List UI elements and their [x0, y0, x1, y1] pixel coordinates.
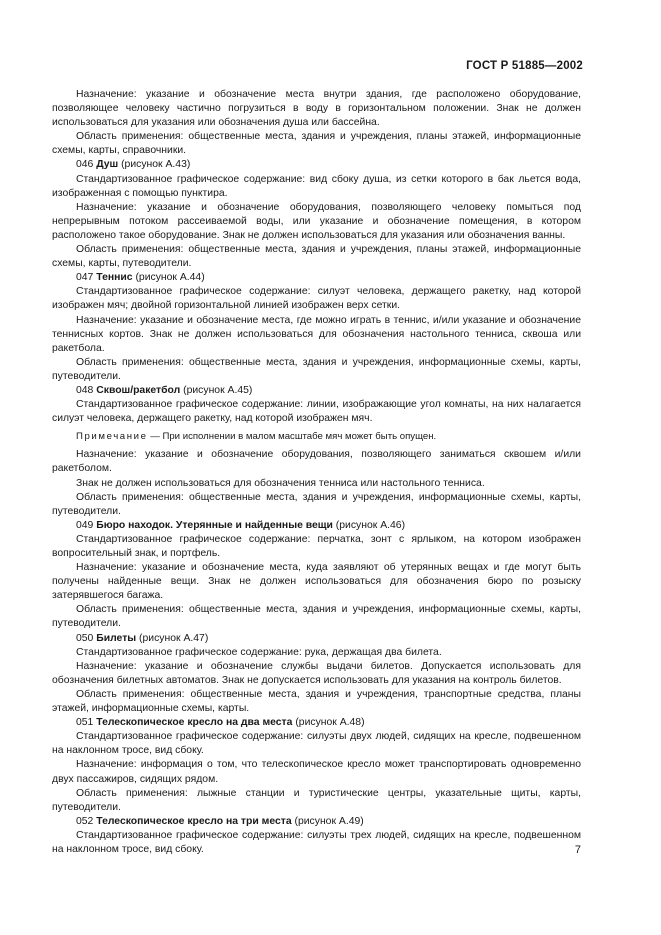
paragraph: Назначение: указание и обозначение службы выдачи билетов. Допускается использовать для обозначения билетных автоматов. Знак не допускается использовать для указания на контроль билетов. — [52, 660, 581, 686]
paragraph: Область применения: лыжные станции и туристические центры, указательные щиты, карты, путеводители. — [52, 787, 581, 813]
section-heading-049 — [52, 519, 581, 533]
standard-header: ГОСТ Р 51885—2002 — [466, 60, 583, 72]
paragraph: Назначение: указание и обозначение оборудования, позволяющего заниматься сквошем и/или ракетболом. — [52, 449, 581, 475]
figure-ref: (рисунок А.47) — [136, 632, 209, 644]
section-heading-048 — [52, 384, 581, 398]
figure-ref: (рисунок А.43) — [118, 159, 191, 171]
paragraph: Область применения: общественные места, здания и учреждения, информационные схемы, карты, путеводители. — [52, 604, 581, 630]
section-title: Телескопическое кресло на два места — [96, 717, 293, 729]
section-heading-052 — [52, 815, 581, 829]
section-heading-050 — [52, 632, 581, 646]
page-number: 7 — [574, 844, 581, 856]
section-heading-047 — [52, 271, 581, 285]
note-label: Примечание — [76, 431, 148, 443]
paragraph: Область применения: общественные места, здания и учреждения, информационные схемы, карты, путеводители. — [52, 356, 581, 382]
paragraph: Стандартизованное графическое содержание: рука, держащая два билета. — [76, 646, 442, 658]
paragraph: Назначение: указание и обозначение места внутри здания, где расположено оборудование, позволяющее человеку частично погрузиться в воду в горизонтальном положении. Знак не должен использоваться для указания или обозначения душа или бассейна. — [52, 89, 581, 129]
section-code: 046 — [76, 159, 97, 171]
note-text: — При исполнении в малом масштабе мяч может быть опущен. — [147, 431, 437, 443]
section-code: 050 — [76, 632, 97, 644]
section-title: Теннис — [96, 272, 133, 284]
section-code: 047 — [76, 272, 97, 284]
figure-ref: (рисунок А.48) — [292, 717, 365, 729]
paragraph: Назначение: указание и обозначение места, куда заявляют об утерянных вещах и где могут быть получены найденные вещи. Знак не должен использоваться для обозначения бюро по розыску затерявшегося багажа. — [52, 562, 581, 602]
section-title: Душ — [96, 159, 119, 171]
section-title: Билеты — [96, 632, 137, 644]
paragraph: Область применения: общественные места, здания и учреждения, информационные схемы, карты, путеводители. — [52, 491, 581, 517]
paragraph: Стандартизованное графическое содержание: силуэты двух людей, сидящих на кресле, подвешенном на наклонном тросе, вид сбоку. — [52, 731, 581, 757]
paragraph: Назначение: указание и обозначение места, где можно играть в теннис, и/или указание и обозначение теннисных кортов. Знак не должен использоваться для обозначения настольного тенниса, сквоша или ракетбола. — [52, 314, 581, 354]
paragraph: Стандартизованное графическое содержание: силуэты трех людей, сидящих на кресле, подвешенном на наклонном тросе, вид сбоку. — [52, 829, 581, 855]
figure-ref: (рисунок А.45) — [180, 384, 253, 396]
figure-ref: (рисунок А.46) — [332, 519, 406, 531]
note — [52, 430, 581, 444]
figure-ref: (рисунок А.44) — [132, 272, 205, 284]
paragraph: Знак не должен использоваться для обозначения тенниса или настольного тенниса. — [76, 477, 485, 489]
figure-ref: (рисунок А.49) — [291, 815, 364, 827]
section-title: Бюро находок. Утерянные и найденные вещи — [96, 519, 333, 531]
paragraph: Стандартизованное графическое содержание: вид сбоку душа, из сетки которого в бак льется вода, изображенная с помощью пунктира. — [52, 173, 581, 199]
paragraph: Стандартизованное графическое содержание: силуэт человека, держащего ракетку, над которой изображен мяч; двойной горизонтальной линией изображен верх сетки. — [52, 286, 581, 312]
paragraph: Область применения: общественные места, здания и учреждения, транспортные средства, планы этажей, информационные схемы, карты. — [52, 688, 581, 715]
section-code: 052 — [76, 815, 97, 827]
section-code: 049 — [76, 519, 97, 531]
paragraph: Область применения: общественные места, здания и учреждения, планы этажей, информационные схемы, карты, справочники. — [52, 131, 581, 157]
paragraph: Стандартизованное графическое содержание: перчатка, зонт с ярлыком, на котором изображен вопросительный знак, и портфель. — [52, 533, 581, 559]
paragraph: Область применения: общественные места, здания и учреждения, планы этажей, информационные схемы, карты, путеводители. — [52, 244, 581, 270]
section-heading-046 — [52, 158, 581, 172]
section-title: Сквош/ракетбол — [96, 384, 181, 396]
paragraph: Стандартизованное графическое содержание: линии, изображающие угол комнаты, на них налагается силуэт человека, держащего ракетку, над которой изображен мяч. — [52, 399, 581, 425]
section-heading-051 — [52, 716, 581, 730]
section-title: Телескопическое кресло на три места — [96, 815, 292, 827]
paragraph: Назначение: информация о том, что телескопическое кресло может транспортировать одновременно двух пассажиров, сидящих рядом. — [52, 759, 581, 785]
section-code: 051 — [76, 717, 97, 729]
section-code: 048 — [76, 384, 97, 396]
document-body — [52, 88, 581, 857]
paragraph: Назначение: указание и обозначение оборудования, позволяющего человеку помыться под непрерывным потоком рассеиваемой воды, или указание и обозначение помещения, в котором расположено такое оборудование. Знак не должен использоваться для указания или обозначения ванны. — [52, 201, 581, 241]
